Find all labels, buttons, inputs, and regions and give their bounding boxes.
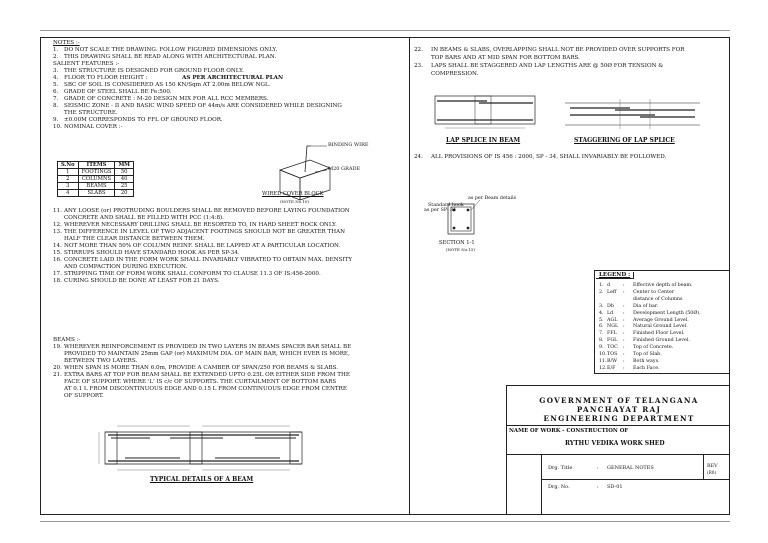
note-text: WHEREVER NECESSARY DRILLING SHALL BE RESORTED TO, IN HARD SHEET ROCK ONLY. [64, 222, 337, 228]
legend-description: Development Length (50Ø). [633, 310, 701, 316]
note-text: WHEREVER REINFORCEMENT IS PROVIDED IN TWO LAYERS IN BEAMS SPACER BAR SHALL BE [64, 344, 352, 350]
beam-details-label: as per Beam details [468, 196, 517, 201]
note-text: THE STRUCTURE IS DESIGNED FOR GROUND FLOOR ONLY. [64, 68, 244, 74]
name-of-work-label: NAME OF WORK - CONSTRUCTION OF [509, 428, 629, 434]
note-number: 6. [53, 89, 59, 95]
staggering-lap-splice-title: STAGGERING OF LAP SPLICE [574, 137, 675, 144]
note-text: NOT MORE THAN 50% OF COLUMN REINF. SHALL BE LAPPED AT A PARTICULAR LOCATION. [64, 243, 341, 249]
legend-number: 9. [599, 345, 604, 351]
legend-abbr: FFL [607, 331, 617, 337]
legend-colon: : [623, 324, 625, 330]
table-cell: 25 [115, 183, 134, 190]
beams-heading: BEAMS :- [53, 337, 81, 343]
note-24-number: 24. [414, 154, 423, 160]
legend-abbr: Db [607, 303, 614, 309]
note-number: 5. [53, 82, 59, 88]
note-text: FACE OF SUPPORT. WHERE 'L' IS c/c OF SUPPORTS. THE CURTAILMENT OF BOTTOM BARS [64, 379, 337, 385]
salient-features-heading: SALIENT FEATURES :- [53, 61, 120, 67]
note-number: 7. [53, 96, 59, 102]
note-text: PROVIDED TO MAINTAIN 25mm GAP (or) MAXIMUM DIA. OF MAIN BAR, WHICH EVER IS MORE, [64, 351, 350, 357]
binding-wire-label: BINDING WIRE [328, 142, 369, 148]
drawing-title-value: GENERAL NOTES [607, 465, 654, 471]
legend-description: Natural Ground Level. [633, 324, 688, 330]
legend-row [599, 366, 660, 371]
legend-abbr: E/F [607, 365, 616, 371]
table-header: S.No [58, 162, 79, 169]
table-cell: 40 [115, 176, 134, 183]
table-row [58, 169, 134, 176]
note-number: 18. [53, 278, 62, 284]
note-number: 3. [53, 68, 59, 74]
section-note: (NOTE No.15) [446, 247, 475, 252]
title-block [506, 385, 730, 515]
legend-description: distance of Columns [633, 296, 683, 302]
legend-description: Finished Floor Level. [633, 331, 685, 337]
note-text: LAPS SHALL BE STAGGERED AND LAP LENGTHS ARE @ 50Ø FOR TENSION & [431, 63, 664, 69]
note-text: CONCRETE LAID IN THE FORM WORK SHALL INVARIABLY VIBRATED TO OBTAIN MAX. DENSITY [64, 257, 353, 263]
legend-number: 2. [599, 289, 604, 295]
legend-row [599, 283, 693, 288]
legend-number: 7. [599, 331, 604, 337]
note-text: SBC OF SOIL IS CONSIDERED AS 150 KN/Sqm AT 2.00m BELOW NGL. [64, 82, 271, 88]
sheet-divider [409, 37, 410, 515]
table-cell: 20 [115, 190, 134, 197]
legend-number: 5. [599, 317, 604, 323]
drawing-title-label: Drg. Title [548, 465, 573, 471]
note-number: 1. [53, 47, 59, 53]
note-text: OF SUPPORT. [64, 393, 104, 399]
note-text: SEISMIC ZONE - II AND BASIC WIND SPEED OF 44m/s ARE CONSIDERED WHILE DESIGNING [64, 103, 342, 109]
m20-grade-label: M20 GRADE [328, 166, 361, 172]
legend-description: Average Ground Level. [633, 317, 689, 323]
note-text: ANY LOOSE (or) PROTRUDING BOULDERS SHALL BE REMOVED BEFORE LAYING FOUNDATION [64, 208, 350, 214]
sp34-hook-label: as per SP- 34 [424, 208, 457, 213]
legend-row [599, 352, 662, 357]
legend-colon: : [623, 352, 625, 357]
table-row [58, 190, 134, 197]
legend-number: 11. [599, 358, 607, 364]
table-cell: 3 [58, 183, 79, 190]
drawing-number-value: SD-01 [607, 484, 623, 490]
legend-number: 10. [599, 352, 607, 357]
government-title: GOVERNMENT OF TELANGANA [539, 396, 699, 405]
drawing-number-colon: : [597, 484, 599, 490]
legend-abbr: TOC [607, 345, 618, 351]
note-text: GRADE OF CONCRETE : M-20 DESIGN MIX FOR ALL RCC MEMBERS. [64, 96, 269, 102]
legend-number: 6. [599, 324, 604, 330]
note-number: 17. [53, 271, 62, 277]
legend-number: 3. [599, 303, 604, 309]
table-cell: 2 [58, 176, 79, 183]
legend-description: Dia of bar. [633, 303, 659, 309]
wired-cover-block-title: WIRED COVER BLOCK [262, 191, 324, 197]
legend-description: Top of Slab. [633, 352, 662, 357]
legend-description: Center to Center [633, 289, 675, 295]
drawing-title-colon: : [597, 465, 599, 471]
legend-number: 8. [599, 338, 604, 344]
legend-title: LEGEND : [596, 272, 634, 279]
note-text: COMPRESSION. [431, 71, 479, 77]
legend-number: 4. [599, 310, 604, 316]
engineering-department-title: ENGINEERING DEPARTMENT [543, 414, 695, 423]
legend-abbr: Leff [607, 289, 617, 295]
legend-abbr: FGL [607, 338, 618, 344]
legend-abbr: NGL [607, 324, 619, 330]
note-24-text: ALL PROVISIONS OF IS 456 : 2000, SP - 34, SHALL INVARIABLY BE FOLLOWED. [431, 154, 667, 160]
note-text: THIS DRAWING SHALL BE READ ALONG WITH ARCHITECTURAL PLAN. [64, 54, 277, 60]
nominal-cover-table [57, 161, 134, 197]
note-text: AND COMPACTION DURING EXECUTION. [64, 264, 188, 270]
wired-cover-block-note: (NOTE No.10) [280, 199, 309, 204]
note-text: STRIPPING TIME OF FORM WORK SHALL CONFORM TO CLAUSE 11.3 OF IS:456-2000. [64, 271, 321, 277]
note-text: THE DIFFERENCE IN LEVEL OF TWO ADJACENT FOOTINGS SHOULD NOT BE GREATER THAN [64, 229, 346, 235]
legend-abbr: TOS [607, 352, 618, 357]
note-text: WHEN SPAN IS MORE THAN 6.0m, PROVIDE A CAMBER OF SPAN/250 FOR BEAMS & SLABS. [64, 365, 339, 371]
note-number: 2. [53, 54, 59, 60]
legend-description: Each Face. [633, 365, 660, 371]
legend-abbr: B/W [607, 358, 618, 364]
note-text: BETWEEN TWO LAYERS. [64, 358, 138, 364]
legend-colon: : [623, 365, 625, 371]
note-text: CURING SHOULD BE DONE AT LEAST FOR 21 DAYS. [64, 278, 220, 284]
legend-row [599, 290, 674, 295]
notes-heading: NOTES :- [53, 40, 80, 46]
legend-row [599, 338, 690, 343]
note-number: 20. [53, 365, 62, 371]
note-number: 22. [414, 47, 423, 53]
note-number: 16. [53, 257, 62, 263]
legend-number: 12. [599, 365, 607, 371]
legend-description: Top of Concrete. [633, 345, 674, 351]
table-cell: SLABS [78, 190, 115, 197]
legend-abbr: AGL [607, 317, 618, 323]
legend-colon: : [623, 345, 625, 351]
note-number: 4. [53, 75, 59, 81]
legend-row [599, 311, 701, 316]
legend-row [599, 304, 658, 309]
work-name: RYTHU VEDIKA WORK SHED [565, 440, 665, 447]
legend-description: Finished Ground Level. [633, 338, 690, 344]
department-title: PANCHAYAT RAJ [576, 405, 662, 414]
note-text: HALF THE CLEAR DISTANCE BETWEEN THEM. [64, 236, 205, 242]
note-text: THE STRUCTURE. [64, 110, 118, 116]
table-cell: 50 [115, 169, 134, 176]
legend-row [599, 324, 688, 329]
legend-colon: : [623, 283, 625, 288]
legend-colon: : [623, 310, 625, 316]
staggering-lap-splice-drawing [560, 95, 710, 135]
table-cell: 4 [58, 190, 79, 197]
revision-label: REV [707, 464, 718, 469]
note-number: 13. [53, 229, 62, 235]
note-text: IN BEAMS & SLABS, OVERLAPPING SHALL NOT BE PROVIDED OVER SUPPORTS FOR [431, 47, 685, 53]
note-number: 19. [53, 344, 62, 350]
legend-number: 1. [599, 283, 604, 288]
note-number: 14. [53, 243, 62, 249]
typical-beam-detail-drawing [95, 420, 320, 475]
legend-row [599, 318, 689, 323]
note-text: FLOOR TO FLOOR HEIGHT : [64, 75, 148, 81]
legend-colon: : [623, 303, 625, 309]
legend-description: Effective depth of beam. [633, 283, 693, 288]
legend-colon: : [623, 289, 625, 295]
beam-detail-title: TYPICAL DETAILS OF A BEAM [150, 476, 254, 483]
note-text: TOP BARS AND AT MID SPAN FOR BOTTOM BARS. [431, 55, 580, 61]
legend-box [594, 270, 730, 374]
legend-colon: : [623, 317, 625, 323]
lap-splice-title: LAP SPLICE IN BEAM [446, 137, 521, 144]
note-text: STIRRUPS SHOULD HAVE STANDARD HOOK AS PER SP-34. [64, 250, 240, 256]
note-number: 10. [53, 124, 62, 130]
note-emphasis: AS PER ARCHITECTURAL PLAN [182, 75, 284, 81]
table-row [58, 176, 134, 183]
note-text: NOMINAL COVER :- [64, 124, 123, 130]
table-header: ITEMS [78, 162, 115, 169]
table-cell: COLUMNS [78, 176, 115, 183]
legend-row [599, 331, 685, 336]
legend-colon: : [623, 358, 625, 364]
note-number: 21. [53, 372, 62, 378]
table-header: MM [115, 162, 134, 169]
revision-value: (R0) [707, 470, 717, 475]
table-row [58, 183, 134, 190]
note-number: 12. [53, 222, 62, 228]
legend-colon: : [623, 331, 625, 337]
drawing-number-label: Drg. No. [548, 484, 570, 490]
legend-row [599, 359, 660, 364]
table-cell: FOOTINGS [78, 169, 115, 176]
legend-row [599, 345, 673, 350]
legend-colon: : [623, 338, 625, 344]
legend-row [599, 297, 682, 302]
legend-abbr: Ld [607, 310, 614, 316]
lap-splice-in-beam-drawing [425, 92, 545, 134]
note-text: GRADE OF STEEL SHALL BE Fe:500. [64, 89, 172, 95]
note-text: DO NOT SCALE THE DRAWING. FOLLOW FIGURED DIMENSIONS ONLY. [64, 47, 278, 53]
note-number: 8. [53, 103, 59, 109]
note-text: ±0.00M CORRESPONDS TO FFL OF GROUND FLOOR. [64, 117, 223, 123]
note-number: 11. [53, 208, 62, 214]
note-text: EXTRA BARS AT TOP FOR BEAM SHALL BE EXTENDED UPTO 0.25L OR EITHER SIDE FROM THE [64, 372, 350, 378]
table-cell: 1 [58, 169, 79, 176]
note-number: 9. [53, 117, 59, 123]
note-number: 23. [414, 63, 423, 69]
table-cell: BEAMS [78, 183, 115, 190]
note-text: AT 0.1 L FROM DISCONTINUOUS EDGE AND 0.15 L FROM CONTINUOUS EDGE FROM CENTRE [64, 386, 347, 392]
note-number: 15. [53, 250, 62, 256]
section-title: SECTION 1-1 [439, 240, 475, 246]
standard-hook-label: Standard hook [428, 203, 464, 208]
legend-abbr: d [607, 283, 611, 288]
note-text: CONCRETE AND SHALL BE FILLED WITH PCC (1:4:8). [64, 215, 224, 221]
legend-description: Both ways. [633, 358, 660, 364]
